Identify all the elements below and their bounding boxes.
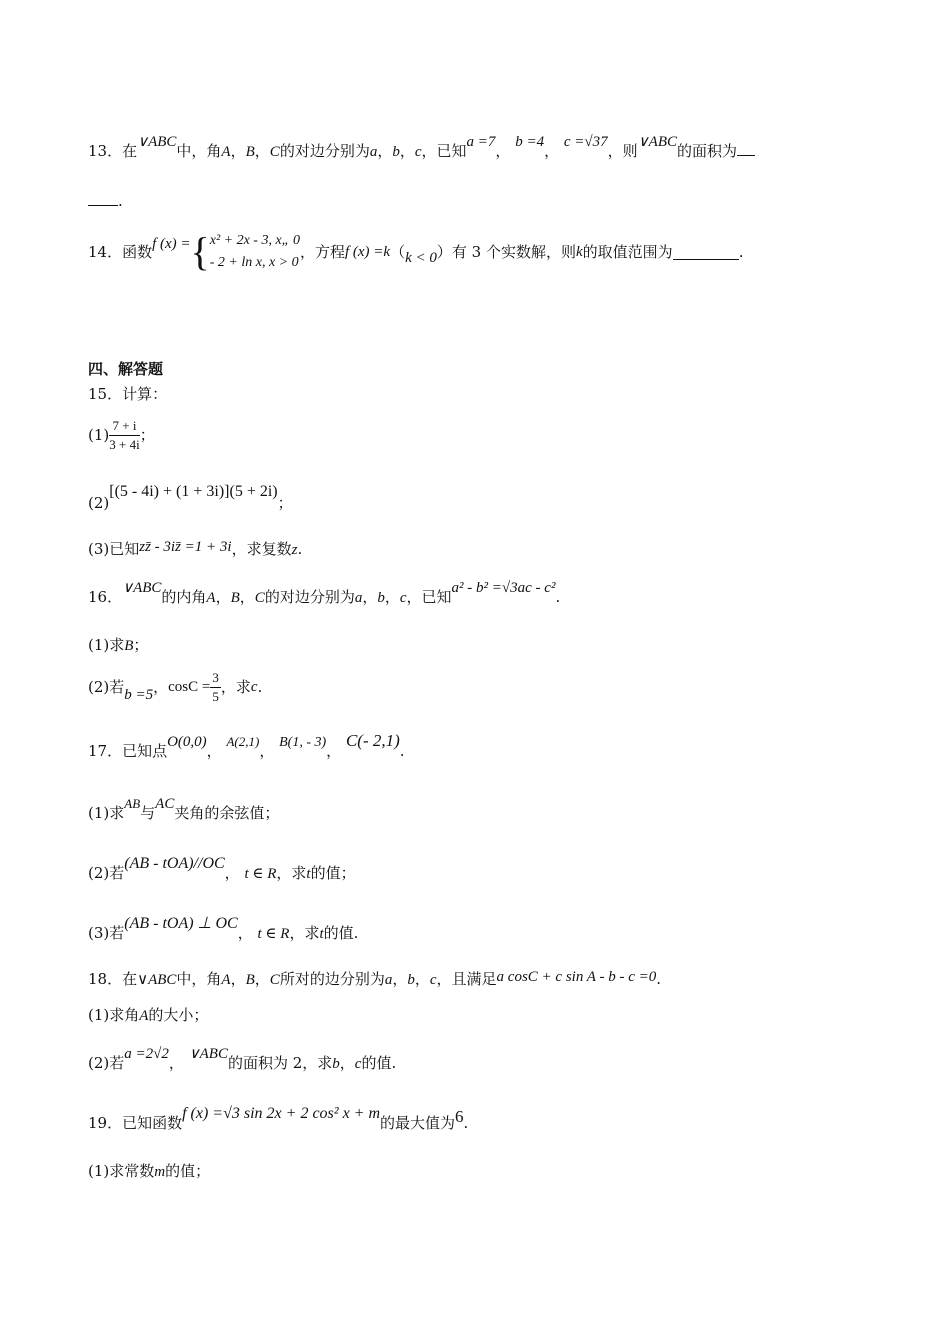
var-c: c <box>429 972 437 988</box>
fraction-denominator: 5 <box>212 688 219 704</box>
part-text: (1)求角 <box>88 1006 140 1024</box>
part-text: 的面积为 2，求 <box>227 1054 333 1072</box>
q17-number: 17．已知点 <box>88 742 168 760</box>
q15-part-3 <box>88 538 302 561</box>
sep: ， <box>339 1054 355 1072</box>
q16-b-value: b =5 <box>124 687 154 703</box>
q16-part-1 <box>88 634 148 657</box>
question-17 <box>88 731 405 764</box>
var-B: B <box>124 638 134 654</box>
part-text: ，求 <box>220 678 251 696</box>
sep: ， <box>230 970 246 988</box>
part-text: (3)若 <box>88 924 125 942</box>
q14-k-condition: k < 0 <box>405 250 437 266</box>
q19-function: f (x) =√3 sin 2x + 2 cos² x + m <box>182 1105 381 1122</box>
q14-text: 有 3 个实数解，则 <box>451 243 576 261</box>
q13-sep: ， <box>230 142 246 160</box>
q13-triangle: ∨ABC <box>637 134 677 150</box>
part-label: (3)已知 <box>88 540 140 558</box>
var-A: A <box>139 1008 149 1024</box>
sep: ， <box>237 924 253 942</box>
q13-cond-c: c =√37 <box>563 134 608 150</box>
q17-part-1 <box>88 796 280 825</box>
q16-condition: a² - b² =√3ac - c² <box>451 580 556 596</box>
answer-blank <box>737 141 755 156</box>
point-A: A(2,1) <box>226 734 260 749</box>
q16-end: . <box>555 588 561 606</box>
sep: ， <box>362 588 378 606</box>
q14-function-name: f (x) = <box>152 236 191 252</box>
question-18 <box>88 968 661 991</box>
q19-part-1 <box>88 1160 210 1183</box>
q19-end: . <box>463 1114 469 1132</box>
var-b: b <box>377 590 385 606</box>
fraction-numerator: 3 <box>210 669 221 688</box>
q14-equation: f (x) =k <box>344 244 391 260</box>
sep: ， <box>206 742 222 760</box>
var-C: C <box>254 590 265 606</box>
q14-paren: ） <box>436 243 452 261</box>
q13-triangle: ∨ABC <box>137 134 177 150</box>
part-end: 的大小； <box>148 1006 209 1024</box>
part-end: 的值； <box>165 1162 211 1180</box>
q13-text: ，则 <box>607 142 638 160</box>
sep: ， <box>224 864 240 882</box>
part-end: ； <box>133 636 149 654</box>
q18-condition: a cosC + c sin A - b - c =0 <box>496 969 657 985</box>
part-text: (1)求 <box>88 636 125 654</box>
part-text: (2)若 <box>88 1054 125 1072</box>
sep: ， <box>215 588 231 606</box>
var-A: A <box>206 590 216 606</box>
q19-text: 的最大值为 <box>380 1114 456 1132</box>
q19-max-value: 6 <box>455 1107 464 1126</box>
sep: ， <box>254 970 270 988</box>
q18-a-value: a =2√2 <box>124 1046 169 1062</box>
sep: ， <box>259 742 275 760</box>
q14-var-k: k <box>576 244 583 260</box>
point-B: B(1, - 3) <box>279 735 327 750</box>
q13-var-C: C <box>269 144 280 160</box>
q13-sep: ， <box>495 142 511 160</box>
q16-text: 的对边分别为 <box>264 588 355 606</box>
piecewise-cases <box>210 230 300 274</box>
piecewise-case-2: - 2 + ln x, x > 0 <box>209 255 299 270</box>
q13-cond-b: b =4 <box>515 134 545 150</box>
q13-text: 的对边分别为 <box>279 142 370 160</box>
q13-sep: ， <box>377 142 393 160</box>
q17-perpendicular-condition: (AB - tOA) ⊥ OC <box>124 915 238 932</box>
part-text: 夹角的余弦值； <box>174 804 280 822</box>
question-19 <box>88 1105 469 1135</box>
q14-paren: （ <box>390 243 406 261</box>
sep: ， <box>326 742 342 760</box>
fraction-denominator: 3 + 4i <box>109 436 140 452</box>
q15-fraction <box>109 417 139 454</box>
piecewise-brace: { <box>190 229 210 274</box>
q17-part-2 <box>88 855 356 885</box>
q18-number: 18．在 <box>88 970 138 988</box>
var-c: c <box>354 1056 362 1072</box>
q18-part-1 <box>88 1004 208 1027</box>
q13-number: 13．在 <box>88 142 138 160</box>
var-b: b <box>407 972 415 988</box>
var-B: B <box>245 972 255 988</box>
q18-triangle: ∨ABC <box>137 972 177 988</box>
q13-var-b: b <box>392 144 400 160</box>
q18-end: . <box>656 970 662 988</box>
var-B: B <box>230 590 240 606</box>
q13-var-a: a <box>369 144 378 160</box>
q16-number: 16． <box>88 588 123 606</box>
var-a: a <box>354 590 363 606</box>
piecewise-case-1: x² + 2x - 3, x„ 0 <box>209 233 300 248</box>
q15-expression: [(5 - 4i) + (1 + 3i)](5 + 2i) <box>109 483 278 500</box>
var-c: c <box>250 679 258 695</box>
question-14 <box>88 226 743 277</box>
var-z: z <box>291 542 298 558</box>
q17-end: . <box>399 742 405 760</box>
q16-text: 的内角 <box>161 588 207 606</box>
q13-var-B: B <box>245 144 255 160</box>
part-end: ； <box>277 494 293 512</box>
question-16 <box>88 580 561 609</box>
sep: ， <box>392 970 408 988</box>
q13-cond-a: a =7 <box>466 134 496 150</box>
q13-text: ，已知 <box>421 142 467 160</box>
q17-part-3 <box>88 915 359 945</box>
question-13 <box>88 134 755 163</box>
q13-blank-continued <box>88 190 123 212</box>
var-A: A <box>221 972 231 988</box>
var-t: t <box>306 866 311 882</box>
q13-text: 的面积为 <box>676 142 737 160</box>
q19-number: 19．已知函数 <box>88 1114 183 1132</box>
part-text: (1)求 <box>88 804 125 822</box>
part-text: (1)求常数 <box>88 1162 155 1180</box>
sep: ， <box>414 970 430 988</box>
part-text: (2)若 <box>88 864 125 882</box>
q13-end: . <box>118 192 123 210</box>
q13-sep: ， <box>544 142 560 160</box>
q15-part-2 <box>88 480 293 512</box>
q14-end: . <box>738 243 744 261</box>
sep: ， <box>153 678 169 696</box>
var-t: t <box>319 926 324 942</box>
q14-text: ，方程 <box>299 243 345 261</box>
q18-triangle: ∨ABC <box>188 1046 228 1062</box>
part-end: . <box>297 540 303 558</box>
q16-fraction <box>210 669 221 706</box>
q16-cos: cosC = <box>168 679 211 695</box>
q18-text: 所对的边分别为 <box>279 970 385 988</box>
var-C: C <box>269 972 280 988</box>
part-end: 的值； <box>310 864 356 882</box>
q16-triangle: ∨ABC <box>122 580 162 596</box>
part-end: 的值. <box>323 924 359 942</box>
point-O: O(0,0) <box>167 734 207 750</box>
q15-part-1 <box>88 414 155 455</box>
sep: ， <box>239 588 255 606</box>
var-b: b <box>332 1056 340 1072</box>
part-text: ，求 <box>276 864 307 882</box>
q16-text: ，已知 <box>406 588 452 606</box>
part-text: ，求 <box>289 924 320 942</box>
var-m: m <box>154 1164 166 1180</box>
fraction-numerator: 7 + i <box>109 417 139 436</box>
part-text: 与 <box>140 804 156 822</box>
part-label: (2) <box>88 494 110 512</box>
part-end: . <box>257 678 263 696</box>
q18-text: 中，角 <box>176 970 222 988</box>
q13-var-c: c <box>414 144 422 160</box>
question-15: 15．计算： <box>88 385 168 403</box>
var-c: c <box>399 590 407 606</box>
point-C: C(- 2,1) <box>345 731 400 750</box>
q13-sep: ， <box>254 142 270 160</box>
q13-text: 中，角 <box>176 142 222 160</box>
q15-equation: zz̄ - 3iz̄ =1 + 3i <box>139 539 232 555</box>
answer-blank <box>88 191 118 206</box>
t-domain: t ∈ R <box>257 926 290 942</box>
q13-var-A: A <box>221 144 231 160</box>
vector-AC: AC <box>155 796 175 812</box>
q14-text: 的取值范围为 <box>582 243 673 261</box>
part-text: ，求复数 <box>231 540 292 558</box>
t-domain: t ∈ R <box>244 866 277 882</box>
var-a: a <box>384 972 393 988</box>
part-end: ； <box>139 426 155 444</box>
part-end: 的值. <box>361 1054 397 1072</box>
part-label: (1) <box>88 426 110 444</box>
section-heading: 四、解答题 <box>88 360 164 378</box>
answer-blank <box>673 245 739 260</box>
sep: ， <box>168 1054 184 1072</box>
q14-number: 14．函数 <box>88 243 153 261</box>
sep: ， <box>384 588 400 606</box>
q13-sep: ， <box>399 142 415 160</box>
q18-text: ，且满足 <box>436 970 497 988</box>
part-text: (2)若 <box>88 678 125 696</box>
q16-part-2 <box>88 666 262 707</box>
q18-part-2 <box>88 1046 397 1075</box>
vector-AB: AB <box>124 796 141 811</box>
q17-parallel-condition: (AB - tOA)//OC <box>124 855 225 872</box>
